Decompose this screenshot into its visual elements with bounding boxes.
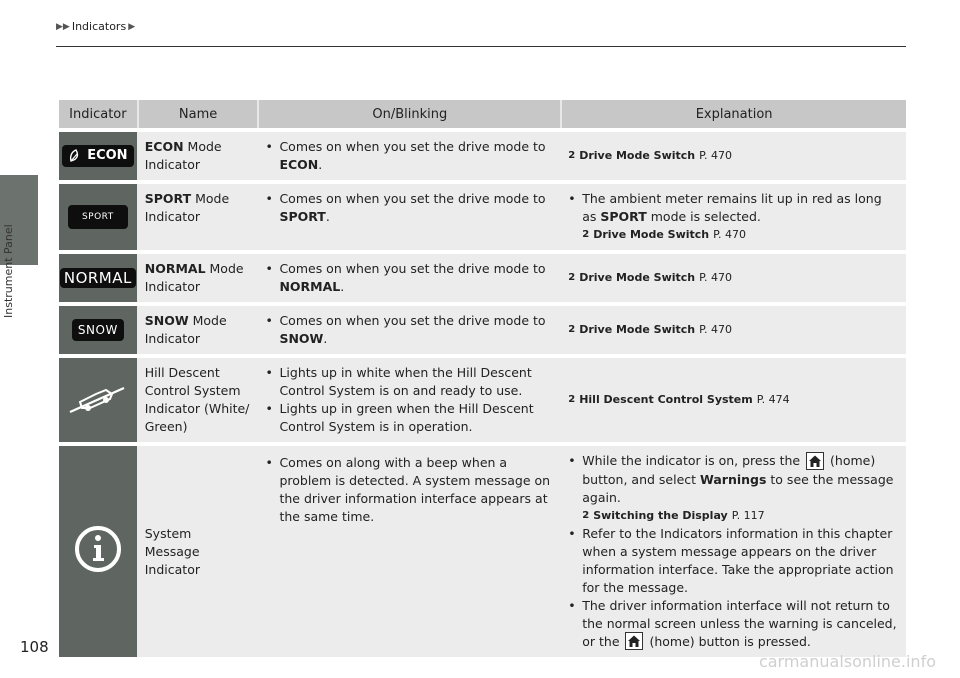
econ-leaf-icon: ECON — [62, 145, 133, 167]
breadcrumb — [56, 20, 135, 33]
page-number: 108 — [20, 638, 49, 656]
reference-icon: 2 — [568, 272, 576, 283]
explanation — [560, 358, 906, 442]
watermark: carmanualsonline.info — [758, 652, 936, 671]
explanation — [560, 254, 906, 302]
table-row — [59, 254, 906, 302]
section-label: Instrument Panel — [2, 224, 15, 318]
on-blinking: • Lights up in white when the Hill Descent Control System is on and ready to use. • Lights up in green when the Hill Descent Control System is in operation. — [257, 358, 560, 442]
indicator-icon-cell — [59, 306, 137, 354]
hill-descent-control-icon — [66, 378, 130, 418]
indicator-name: SNOW Mode Indicator — [137, 306, 258, 354]
indicator-name: SPORT Mode Indicator — [137, 184, 258, 250]
explanation: • While the indicator is on, press the (home) button, and select Warnings to see the message again. 2 Switching the Display P. 117 • Refer to the Indicators information in this chapter when a system message appears on the driver information interface. Take the appropriate action for the message. • The driver information interface will not return to the normal screen unless the warning is canceled, or the (home) button is pressed. — [560, 446, 906, 657]
reference-icon: 2 — [568, 324, 576, 335]
system-message-icon — [73, 524, 123, 574]
explanation: • The ambient meter remains lit up in red as long as SPORT mode is selected. 2 Drive Mode Switch P. 470 — [560, 184, 906, 250]
indicators-table — [59, 96, 906, 661]
on-blinking: • Comes on when you set the drive mode to SPORT. — [257, 184, 560, 250]
column-header: Explanation — [560, 100, 906, 128]
breadcrumb-arrow-icon: ▶ — [128, 21, 136, 32]
breadcrumb-arrow-icon: ▶▶ — [56, 21, 70, 32]
indicator-icon-cell — [59, 358, 137, 442]
cross-reference-link[interactable]: 2 Drive Mode Switch P. 470 — [568, 269, 898, 287]
column-header: On/Blinking — [257, 100, 560, 128]
breadcrumb-item[interactable]: Indicators — [71, 20, 127, 33]
explanation — [560, 306, 906, 354]
sport-mode-icon: SPORT — [68, 205, 128, 229]
cross-reference-link[interactable]: 2 Hill Descent Control System P. 474 — [568, 391, 898, 409]
table-row — [59, 184, 906, 250]
home-icon — [806, 452, 824, 470]
cross-reference-link[interactable]: 2 Drive Mode Switch P. 470 — [568, 226, 898, 244]
column-header: Name — [137, 100, 258, 128]
table-row — [59, 446, 906, 657]
header-divider — [56, 46, 906, 47]
reference-icon: 2 — [582, 229, 590, 240]
on-blinking: • Comes on when you set the drive mode to SNOW. — [257, 306, 560, 354]
home-icon — [625, 632, 643, 650]
table-header-row — [59, 100, 906, 128]
cross-reference-link[interactable]: 2 Switching the Display P. 117 — [568, 507, 898, 525]
table-row — [59, 132, 906, 180]
indicator-icon-cell — [59, 446, 137, 657]
indicator-name: Hill Descent Control System Indicator (White/ Green) — [137, 358, 258, 442]
normal-mode-icon: NORMAL — [60, 268, 136, 288]
column-header: Indicator — [59, 100, 137, 128]
indicator-icon-cell — [59, 254, 137, 302]
indicator-name: ECON Mode Indicator — [137, 132, 258, 180]
cross-reference-link[interactable]: 2 Drive Mode Switch P. 470 — [568, 321, 898, 339]
cross-reference-link[interactable]: 2 Drive Mode Switch P. 470 — [568, 147, 898, 165]
on-blinking: • Comes on when you set the drive mode to ECON. — [257, 132, 560, 180]
indicator-name: System Message Indicator — [137, 446, 258, 657]
explanation — [560, 132, 906, 180]
reference-icon: 2 — [568, 150, 576, 161]
snow-mode-icon: SNOW — [72, 319, 124, 341]
reference-icon: 2 — [568, 394, 576, 405]
reference-icon: 2 — [582, 509, 590, 521]
on-blinking: • Comes on when you set the drive mode to NORMAL. — [257, 254, 560, 302]
table-row — [59, 306, 906, 354]
indicator-icon-cell — [59, 132, 137, 180]
indicator-name: NORMAL Mode Indicator — [137, 254, 258, 302]
on-blinking: • Comes on along with a beep when a problem is detected. A system message on the driver information interface appears at the same time. — [257, 446, 560, 657]
table-row — [59, 358, 906, 442]
indicator-icon-cell — [59, 184, 137, 250]
